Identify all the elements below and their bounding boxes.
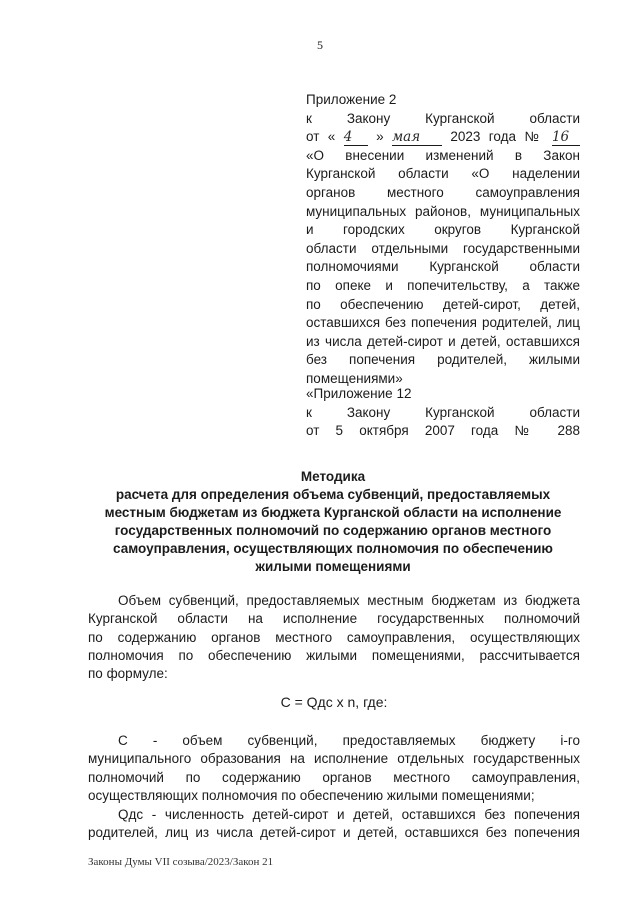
paragraph-line: полномочия по обеспечению жилыми помещениями, рассчитывается bbox=[88, 647, 580, 663]
formula: C = Qдс x n, где: bbox=[280, 694, 388, 710]
paragraph-line: по содержанию органов местного самоуправления, осуществляющих bbox=[88, 629, 580, 645]
handwritten-month: мая bbox=[392, 130, 442, 146]
paragraph-line: Курганской области на исполнение государственных полномочий bbox=[88, 611, 580, 627]
date-prefix: от « bbox=[306, 129, 336, 145]
paragraph-line: муниципального образования на исполнение отдельных государственных bbox=[88, 751, 580, 767]
paragraph-line: полномочий по содержанию органов местного самоуправления, bbox=[88, 769, 580, 785]
appendix-2-text-line: муниципальных районов, муниципальных bbox=[306, 203, 580, 219]
appendix-2-title: Приложение 2 bbox=[306, 92, 397, 107]
appendix-2-block bbox=[306, 91, 580, 389]
appendix-2-text-line: органов местного самоуправления bbox=[306, 184, 580, 200]
paragraph-line: по формуле: bbox=[88, 666, 168, 682]
paragraph-line: Qдс - численность детей-сирот и детей, оставшихся без попечения bbox=[118, 807, 580, 822]
handwritten-law-number: 16 bbox=[552, 130, 580, 146]
appendix-2-text-line: и городских округов Курганской bbox=[306, 222, 580, 238]
appendix-2-law-ref: к Закону Курганской области bbox=[306, 110, 580, 126]
appendix-2-text-line: помещениями» bbox=[306, 370, 403, 386]
methodology-subtitle-line: местным бюджетам из бюджета Курганской области на исполнение bbox=[104, 505, 562, 520]
date-mid: » bbox=[376, 129, 384, 145]
date-year: 2023 года № bbox=[450, 129, 544, 145]
paragraph-3 bbox=[88, 806, 580, 843]
appendix-12-law-ref: к Закону Курганской области bbox=[306, 404, 580, 420]
methodology-subtitle-line: расчета для определения объема субвенций, предоставляемых bbox=[115, 487, 551, 502]
paragraph-1 bbox=[88, 592, 580, 683]
appendix-2-text-line: «О внесении изменений в Закон bbox=[306, 147, 580, 163]
methodology-subtitle-line: жилыми помещениями bbox=[255, 559, 411, 574]
appendix-12-block bbox=[306, 385, 580, 441]
appendix-12-title: «Приложение 12 bbox=[306, 386, 412, 401]
methodology-subtitle-line: государственных полномочий по содержанию органов местного bbox=[114, 523, 552, 538]
appendix-2-text-line: области отдельными государственными bbox=[306, 240, 580, 256]
appendix-2-text-line: оставшихся без попечения родителей, лиц bbox=[306, 315, 580, 331]
paragraph-2 bbox=[88, 732, 580, 805]
appendix-2-text-line: по обеспечению детей-сирот, детей, bbox=[306, 296, 580, 312]
methodology-subtitle-line: самоуправления, осуществляющих полномочия по обеспечению bbox=[113, 541, 553, 556]
appendix-2-date-line bbox=[306, 128, 580, 147]
handwritten-day: 4 bbox=[344, 130, 368, 146]
document-footer: Законы Думы VII созыва/2023/Закон 21 bbox=[88, 856, 274, 868]
appendix-12-date-line: от 5 октября 2007 года № 288 bbox=[306, 423, 580, 439]
appendix-2-text-line: из числа детей-сирот и детей, оставшихся bbox=[306, 333, 580, 349]
appendix-2-text-line: Курганской области «О наделении bbox=[306, 166, 580, 182]
paragraph-line: осуществляющих полномочия по обеспечению жилыми помещениями; bbox=[88, 787, 535, 803]
page-number: 5 bbox=[317, 38, 323, 52]
appendix-2-text-line: по опеке и попечительству, а также bbox=[306, 277, 580, 293]
paragraph-line: С - объем субвенций, предоставляемых бюджету i-го bbox=[118, 733, 580, 748]
methodology-heading: Методика bbox=[300, 469, 366, 484]
appendix-2-text-line: без попечения родителей, жилыми bbox=[306, 352, 580, 368]
appendix-2-text-line: полномочиями Курганской области bbox=[306, 259, 580, 275]
paragraph-line: родителей, лиц из числа детей-сирот и детей, оставшихся без попечения bbox=[88, 825, 580, 841]
methodology-title bbox=[88, 468, 578, 576]
paragraph-line: Объем субвенций, предоставляемых местным бюджетам из бюджета bbox=[118, 593, 580, 608]
